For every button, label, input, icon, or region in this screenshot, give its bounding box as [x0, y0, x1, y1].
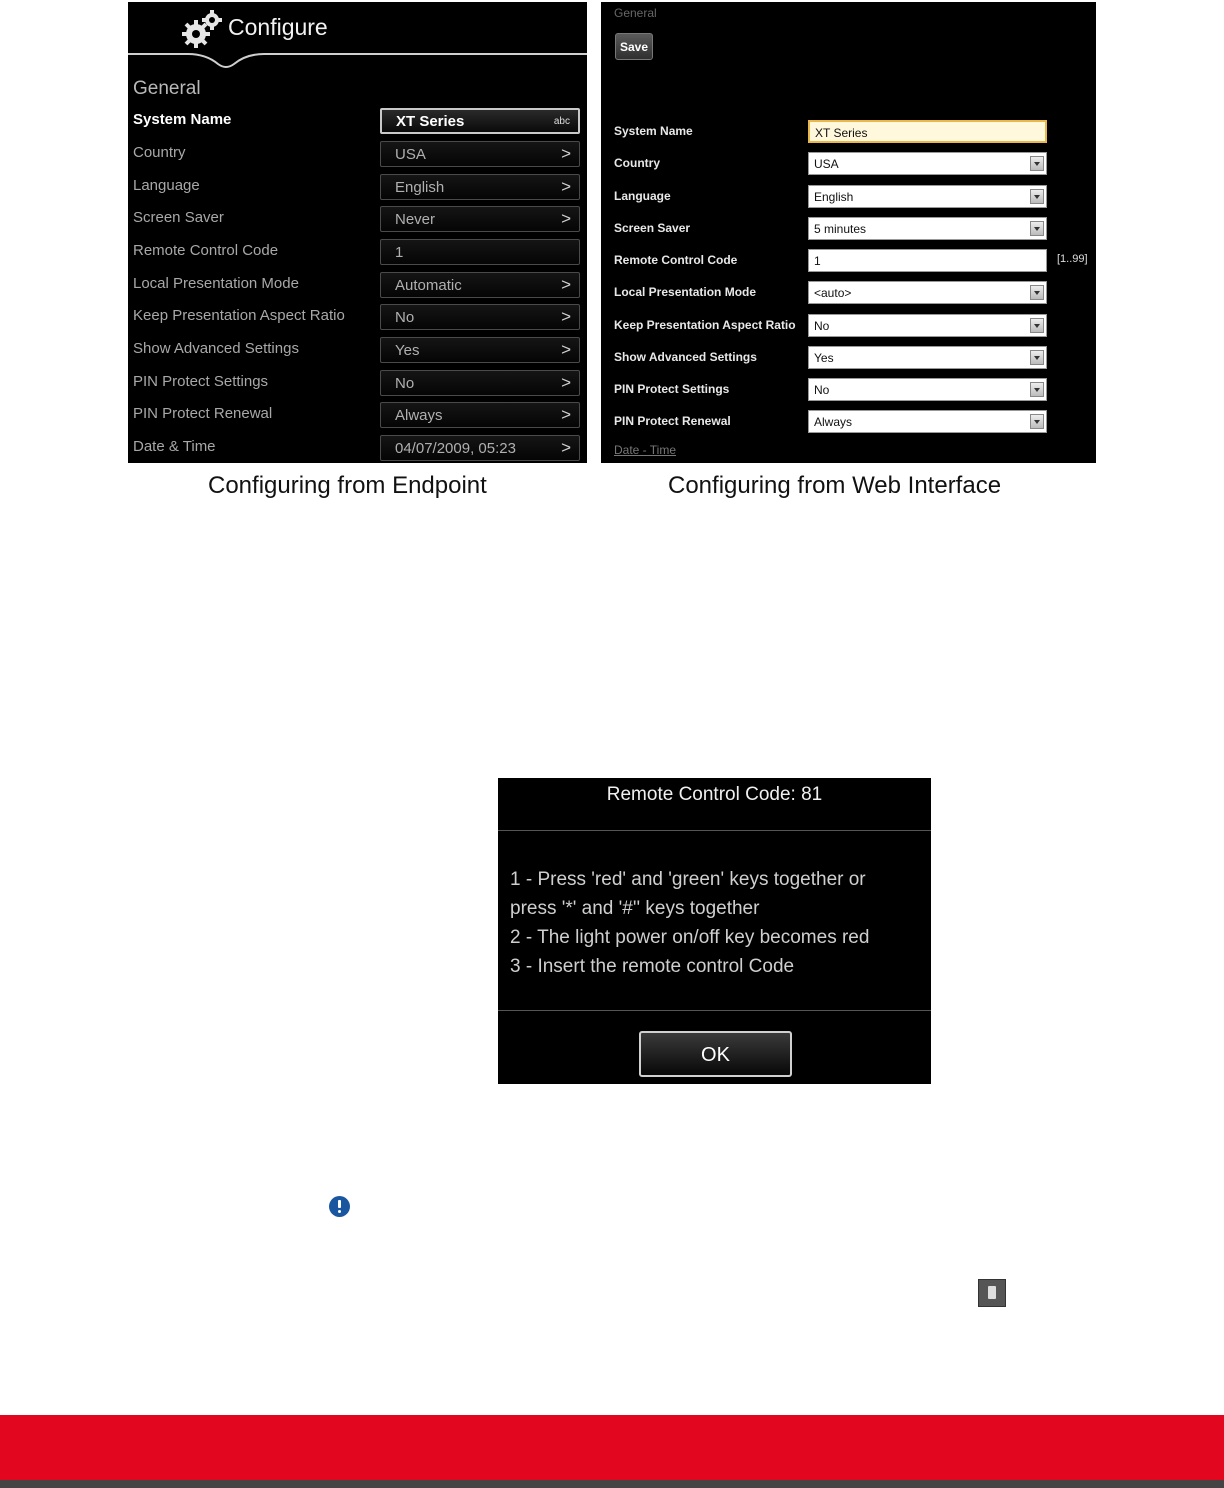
country-select[interactable] [808, 152, 1047, 175]
web-row-value: 1 [814, 254, 821, 268]
dialog-divider [498, 830, 931, 831]
endpoint-config-panel [128, 2, 587, 463]
web-config-panel [601, 2, 1096, 463]
web-row-remote-control-code [601, 249, 1096, 273]
gear-icon [180, 8, 224, 48]
web-row-label: Show Advanced Settings [614, 350, 757, 364]
remote-control-code-input[interactable] [808, 249, 1047, 272]
web-row-pin-protect-renewal [601, 410, 1096, 434]
pin-protect-renewal-select[interactable] [808, 410, 1047, 433]
web-row-value: No [814, 383, 830, 397]
endpoint-row-local-presentation-mode[interactable] [128, 272, 587, 300]
web-row-country [601, 152, 1096, 176]
web-row-value: XT Series [815, 126, 868, 140]
footer-strip [0, 1480, 1224, 1488]
web-row-label: PIN Protect Renewal [614, 414, 731, 428]
endpoint-row-system-name[interactable] [128, 108, 587, 136]
endpoint-header [128, 2, 587, 72]
endpoint-row-value: No [395, 309, 415, 326]
date-time-link[interactable]: Date - Time [614, 443, 677, 457]
dialog-divider [498, 1010, 931, 1011]
endpoint-row-date-time[interactable] [128, 435, 587, 463]
endpoint-row-value: English [395, 179, 445, 196]
dialog-title: Remote Control Code: 81 [606, 784, 823, 805]
endpoint-row-pin-protect-settings[interactable] [128, 370, 587, 398]
chevron-right-icon: > [561, 177, 571, 196]
show-advanced-settings-select[interactable] [808, 346, 1047, 369]
dropdown-arrow-icon[interactable] [1030, 156, 1044, 171]
endpoint-row-value: 1 [395, 244, 404, 261]
endpoint-row-show-advanced-settings[interactable] [128, 337, 587, 365]
web-row-label: PIN Protect Settings [614, 382, 730, 396]
web-row-local-presentation-mode [601, 281, 1096, 305]
keep-aspect-ratio-field[interactable] [380, 304, 580, 330]
web-row-system-name [601, 120, 1096, 144]
instruction-line: 1 - Press 'red' and 'green' keys together or [510, 869, 866, 890]
endpoint-row-value: USA [395, 146, 426, 163]
pin-protect-renewal-field[interactable] [380, 402, 580, 428]
endpoint-row-label: Country [133, 144, 186, 161]
web-row-label: Local Presentation Mode [614, 285, 757, 299]
chevron-right-icon: > [561, 438, 571, 457]
web-row-value: USA [814, 157, 839, 171]
endpoint-row-value: No [395, 375, 415, 392]
keep-aspect-ratio-select[interactable] [808, 314, 1047, 337]
ok-button[interactable]: OK [639, 1031, 792, 1077]
web-row-value: <auto> [814, 286, 852, 300]
endpoint-row-label: Screen Saver [133, 209, 224, 226]
endpoint-row-language[interactable] [128, 174, 587, 202]
dropdown-arrow-icon[interactable] [1030, 350, 1044, 365]
web-row-label: System Name [614, 124, 693, 138]
endpoint-row-value: Yes [395, 342, 420, 359]
endpoint-row-keep-aspect-ratio[interactable] [128, 304, 587, 332]
pin-protect-settings-select[interactable] [808, 378, 1047, 401]
footer-band [0, 1415, 1224, 1480]
screen-saver-field[interactable] [380, 206, 580, 232]
web-row-screen-saver [601, 217, 1096, 241]
dropdown-arrow-icon[interactable] [1030, 221, 1044, 236]
endpoint-row-country[interactable] [128, 141, 587, 169]
show-advanced-settings-field[interactable] [380, 337, 580, 363]
alert-icon [329, 1196, 350, 1217]
dropdown-arrow-icon[interactable] [1030, 382, 1044, 397]
dropdown-arrow-icon[interactable] [1030, 285, 1044, 300]
endpoint-row-label: Show Advanced Settings [133, 340, 299, 357]
chevron-right-icon: > [561, 340, 571, 359]
endpoint-row-label: System Name [133, 111, 232, 128]
chevron-right-icon: > [561, 373, 571, 392]
web-row-language [601, 185, 1096, 209]
chevron-right-icon: > [561, 144, 571, 163]
web-row-value: Yes [814, 351, 834, 365]
endpoint-row-value: Automatic [395, 277, 462, 294]
date-time-field[interactable] [380, 435, 580, 461]
web-row-value: English [814, 190, 854, 204]
system-name-field[interactable] [380, 108, 580, 134]
instruction-line: 3 - Insert the remote control Code [510, 956, 795, 977]
endpoint-row-value: 04/07/2009, 05:23 [395, 440, 516, 457]
chevron-right-icon: > [561, 405, 571, 424]
web-section-title: General [614, 6, 657, 20]
endpoint-row-pin-protect-renewal[interactable] [128, 402, 587, 430]
endpoint-row-screen-saver[interactable] [128, 206, 587, 234]
web-row-value: 5 minutes [814, 222, 867, 236]
dropdown-arrow-icon[interactable] [1030, 414, 1044, 429]
chevron-right-icon: > [561, 209, 571, 228]
web-row-label: Language [614, 189, 671, 203]
instruction-line: 2 - The light power on/off key becomes red [510, 927, 870, 948]
instruction-line: press '*' and '#'' keys together [510, 898, 760, 919]
web-row-keep-aspect-ratio [601, 314, 1096, 338]
web-row-label: Screen Saver [614, 221, 691, 235]
pin-protect-settings-field[interactable] [380, 370, 580, 396]
web-row-label: Keep Presentation Aspect Ratio [614, 318, 796, 332]
endpoint-row-label: Language [133, 177, 200, 194]
keyboard-abc-icon: abc [553, 116, 570, 127]
web-row-pin-protect-settings [601, 378, 1096, 402]
dropdown-arrow-icon[interactable] [1030, 189, 1044, 204]
web-row-value: Always [814, 415, 853, 429]
endpoint-row-label: Date & Time [133, 438, 216, 455]
chevron-right-icon: > [561, 307, 571, 326]
usb-icon [978, 1279, 1006, 1307]
remote-control-code-dialog [498, 778, 931, 1084]
language-select[interactable] [808, 185, 1047, 208]
endpoint-row-value: XT Series [396, 113, 465, 130]
language-field[interactable] [380, 174, 580, 200]
endpoint-row-value: Never [395, 211, 436, 228]
web-row-show-advanced-settings [601, 346, 1096, 370]
chevron-right-icon: > [561, 275, 571, 294]
endpoint-caption: Configuring from Endpoint [208, 472, 487, 499]
range-hint: [1..99] [1057, 253, 1088, 265]
remote-control-code-field[interactable] [380, 239, 580, 265]
endpoint-section-title: General [133, 78, 201, 99]
dialog-instructions [510, 865, 925, 981]
save-button[interactable]: Save [615, 33, 653, 60]
endpoint-title: Configure [228, 14, 328, 40]
country-field[interactable] [380, 141, 580, 167]
web-row-value: No [814, 319, 830, 333]
web-row-label: Remote Control Code [614, 253, 738, 267]
web-row-label: Country [614, 156, 660, 170]
endpoint-row-label: Local Presentation Mode [133, 275, 299, 292]
endpoint-row-label: Keep Presentation Aspect Ratio [133, 307, 345, 324]
dropdown-arrow-icon[interactable] [1030, 318, 1044, 333]
endpoint-row-value: Always [395, 407, 443, 424]
local-presentation-mode-select[interactable] [808, 281, 1047, 304]
system-name-input[interactable] [808, 120, 1047, 143]
local-presentation-mode-field[interactable] [380, 272, 580, 298]
web-caption: Configuring from Web Interface [668, 472, 1002, 499]
endpoint-row-label: PIN Protect Settings [133, 373, 269, 390]
endpoint-row-remote-control-code[interactable] [128, 239, 587, 267]
endpoint-row-label: PIN Protect Renewal [133, 405, 273, 422]
screen-saver-select[interactable] [808, 217, 1047, 240]
endpoint-row-label: Remote Control Code [133, 242, 279, 259]
